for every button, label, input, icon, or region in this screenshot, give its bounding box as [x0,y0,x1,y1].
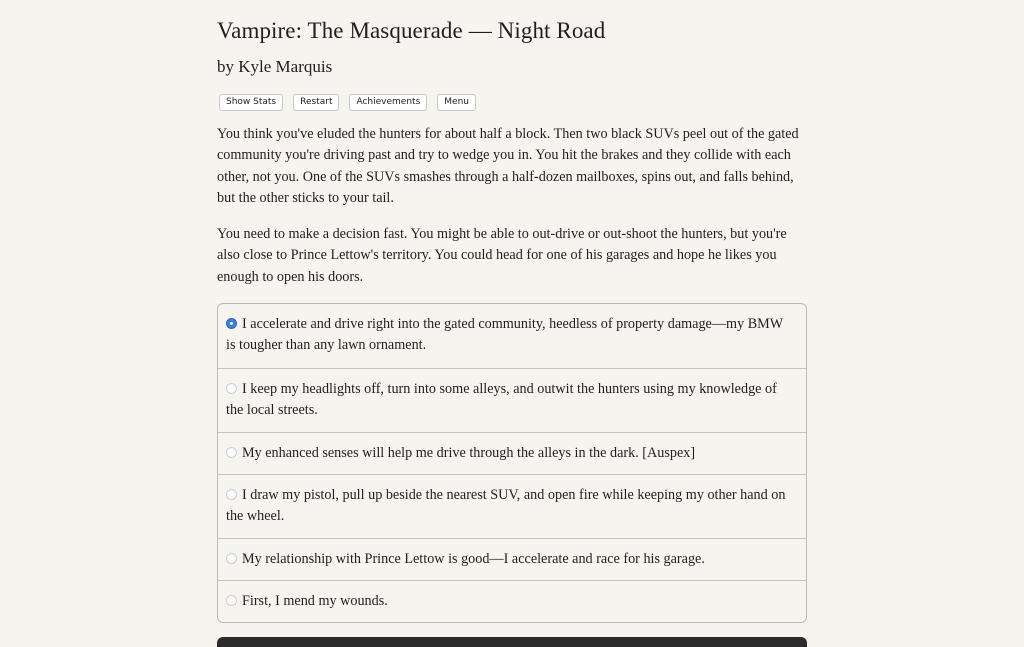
choice-label: I keep my headlights off, turn into some alleys, and outwit the hunters using my knowledge of the local streets. [226,381,777,419]
choice-label: I draw my pistol, pull up beside the nearest SUV, and open fire while keeping my other hand on the wheel. [226,487,786,525]
story-paragraph: You need to make a decision fast. You might be able to out-drive or out-shoot the hunters, but you're also close to Prince Lettow's territory. You could head for one of his garages and hope he likes you enough to open his doors. [217,226,787,285]
game-title: Vampire: The Masquerade — Night Road [217,18,606,43]
choice-option[interactable] [218,368,806,432]
choice-label: First, I mend my wounds. [242,593,388,609]
game-author: by Kyle Marquis [217,57,333,76]
toolbar [219,94,476,111]
menu-button[interactable]: Menu [437,94,476,111]
choice-option[interactable] [218,304,806,368]
restart-button[interactable]: Restart [293,94,339,111]
radio-icon[interactable] [226,553,237,564]
choice-option[interactable] [218,432,806,474]
achievements-button[interactable]: Achievements [349,94,427,111]
choice-option[interactable] [218,538,806,580]
radio-icon[interactable] [226,489,237,500]
radio-icon[interactable] [226,383,237,394]
choice-label: I accelerate and drive right into the gated community, heedless of property damage—my BMW is tougher than any lawn ornament. [226,316,783,354]
radio-icon[interactable] [226,595,237,606]
choice-list [217,303,807,623]
choice-label: My enhanced senses will help me drive through the alleys in the dark. [Auspex] [242,445,696,461]
choice-option[interactable] [218,580,806,622]
story-paragraph: You think you've eluded the hunters for about half a block. Then two black SUVs peel out of the gated community you're driving past and try to wedge you in. You hit the brakes and they collide with each other, not you. One of the SUVs smashes through a half-dozen mailboxes, spins out, and falls behind, but the other sticks to your tail. [217,126,799,206]
radio-icon[interactable] [226,447,237,458]
next-button[interactable] [217,637,807,647]
radio-selected-icon[interactable] [226,318,237,329]
choice-option[interactable] [218,474,806,538]
show-stats-button[interactable]: Show Stats [219,94,283,111]
choice-label: My relationship with Prince Lettow is good—I accelerate and race for his garage. [242,551,705,567]
